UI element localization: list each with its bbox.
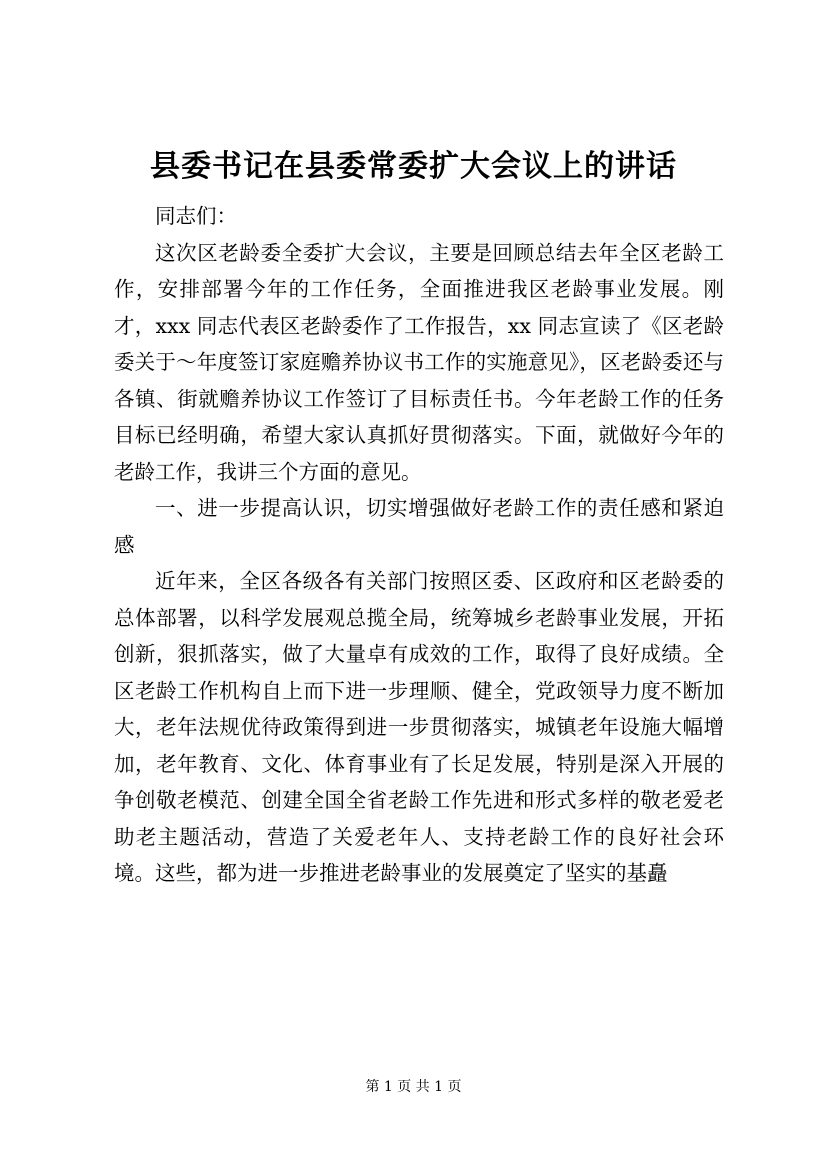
paragraph-achievements: 近年来，全区各级各有关部门按照区委、区政府和区老龄委的总体部署，以科学发展观总揽全局，统筹城乡老龄事业发展，开拓创新，狠抓落实，做了大量卓有成效的工作，取得了良好成绩。全区老龄工作机构自上而下进一步理顺、健全，党政领导力度不断加大，老年法规优待政策得到进一步贯彻落实，城镇老年设施大幅增加，老年教育、文化、体育事业有了长足发展，特别是深入开展的争创敬老模范、创建全国全省老龄工作先进和形式多样的敬老爱老助老主题活动，营造了关爱老年人、支持老龄工作的良好社会环境。这些，都为进一步推进老龄事业的发展奠定了坚实的基矗 — [114, 569, 724, 885]
document-title: 县委书记在县委常委扩大会议上的讲话 — [150, 149, 677, 184]
paragraph-intro: 这次区老龄委全委扩大会议，主要是回顾总结去年全区老龄工作，安排部署今年的工作任务，全面推进我区老龄事业发展。刚才，xxx 同志代表区老龄委作了工作报告，xx 同志宣读了《区老龄委关于～年度签订家庭赡养协议书工作的实施意见》，区老龄委还与各镇、街就赡养协议工作签订了目标责任书。今年老龄工作的任务目标已经明确，希望大家认真抓好贯彻落实。下面，就做好今年的老龄工作，我讲三个方面的意见。 — [114, 240, 724, 484]
document-body — [114, 198, 724, 892]
section-heading-1: 一、进一步提高认识，切实增强做好老龄工作的责任感和紧迫感 — [114, 496, 724, 557]
greeting: 同志们： — [155, 204, 237, 228]
page-footer: 第 1 页 共 1 页 — [365, 1079, 462, 1095]
